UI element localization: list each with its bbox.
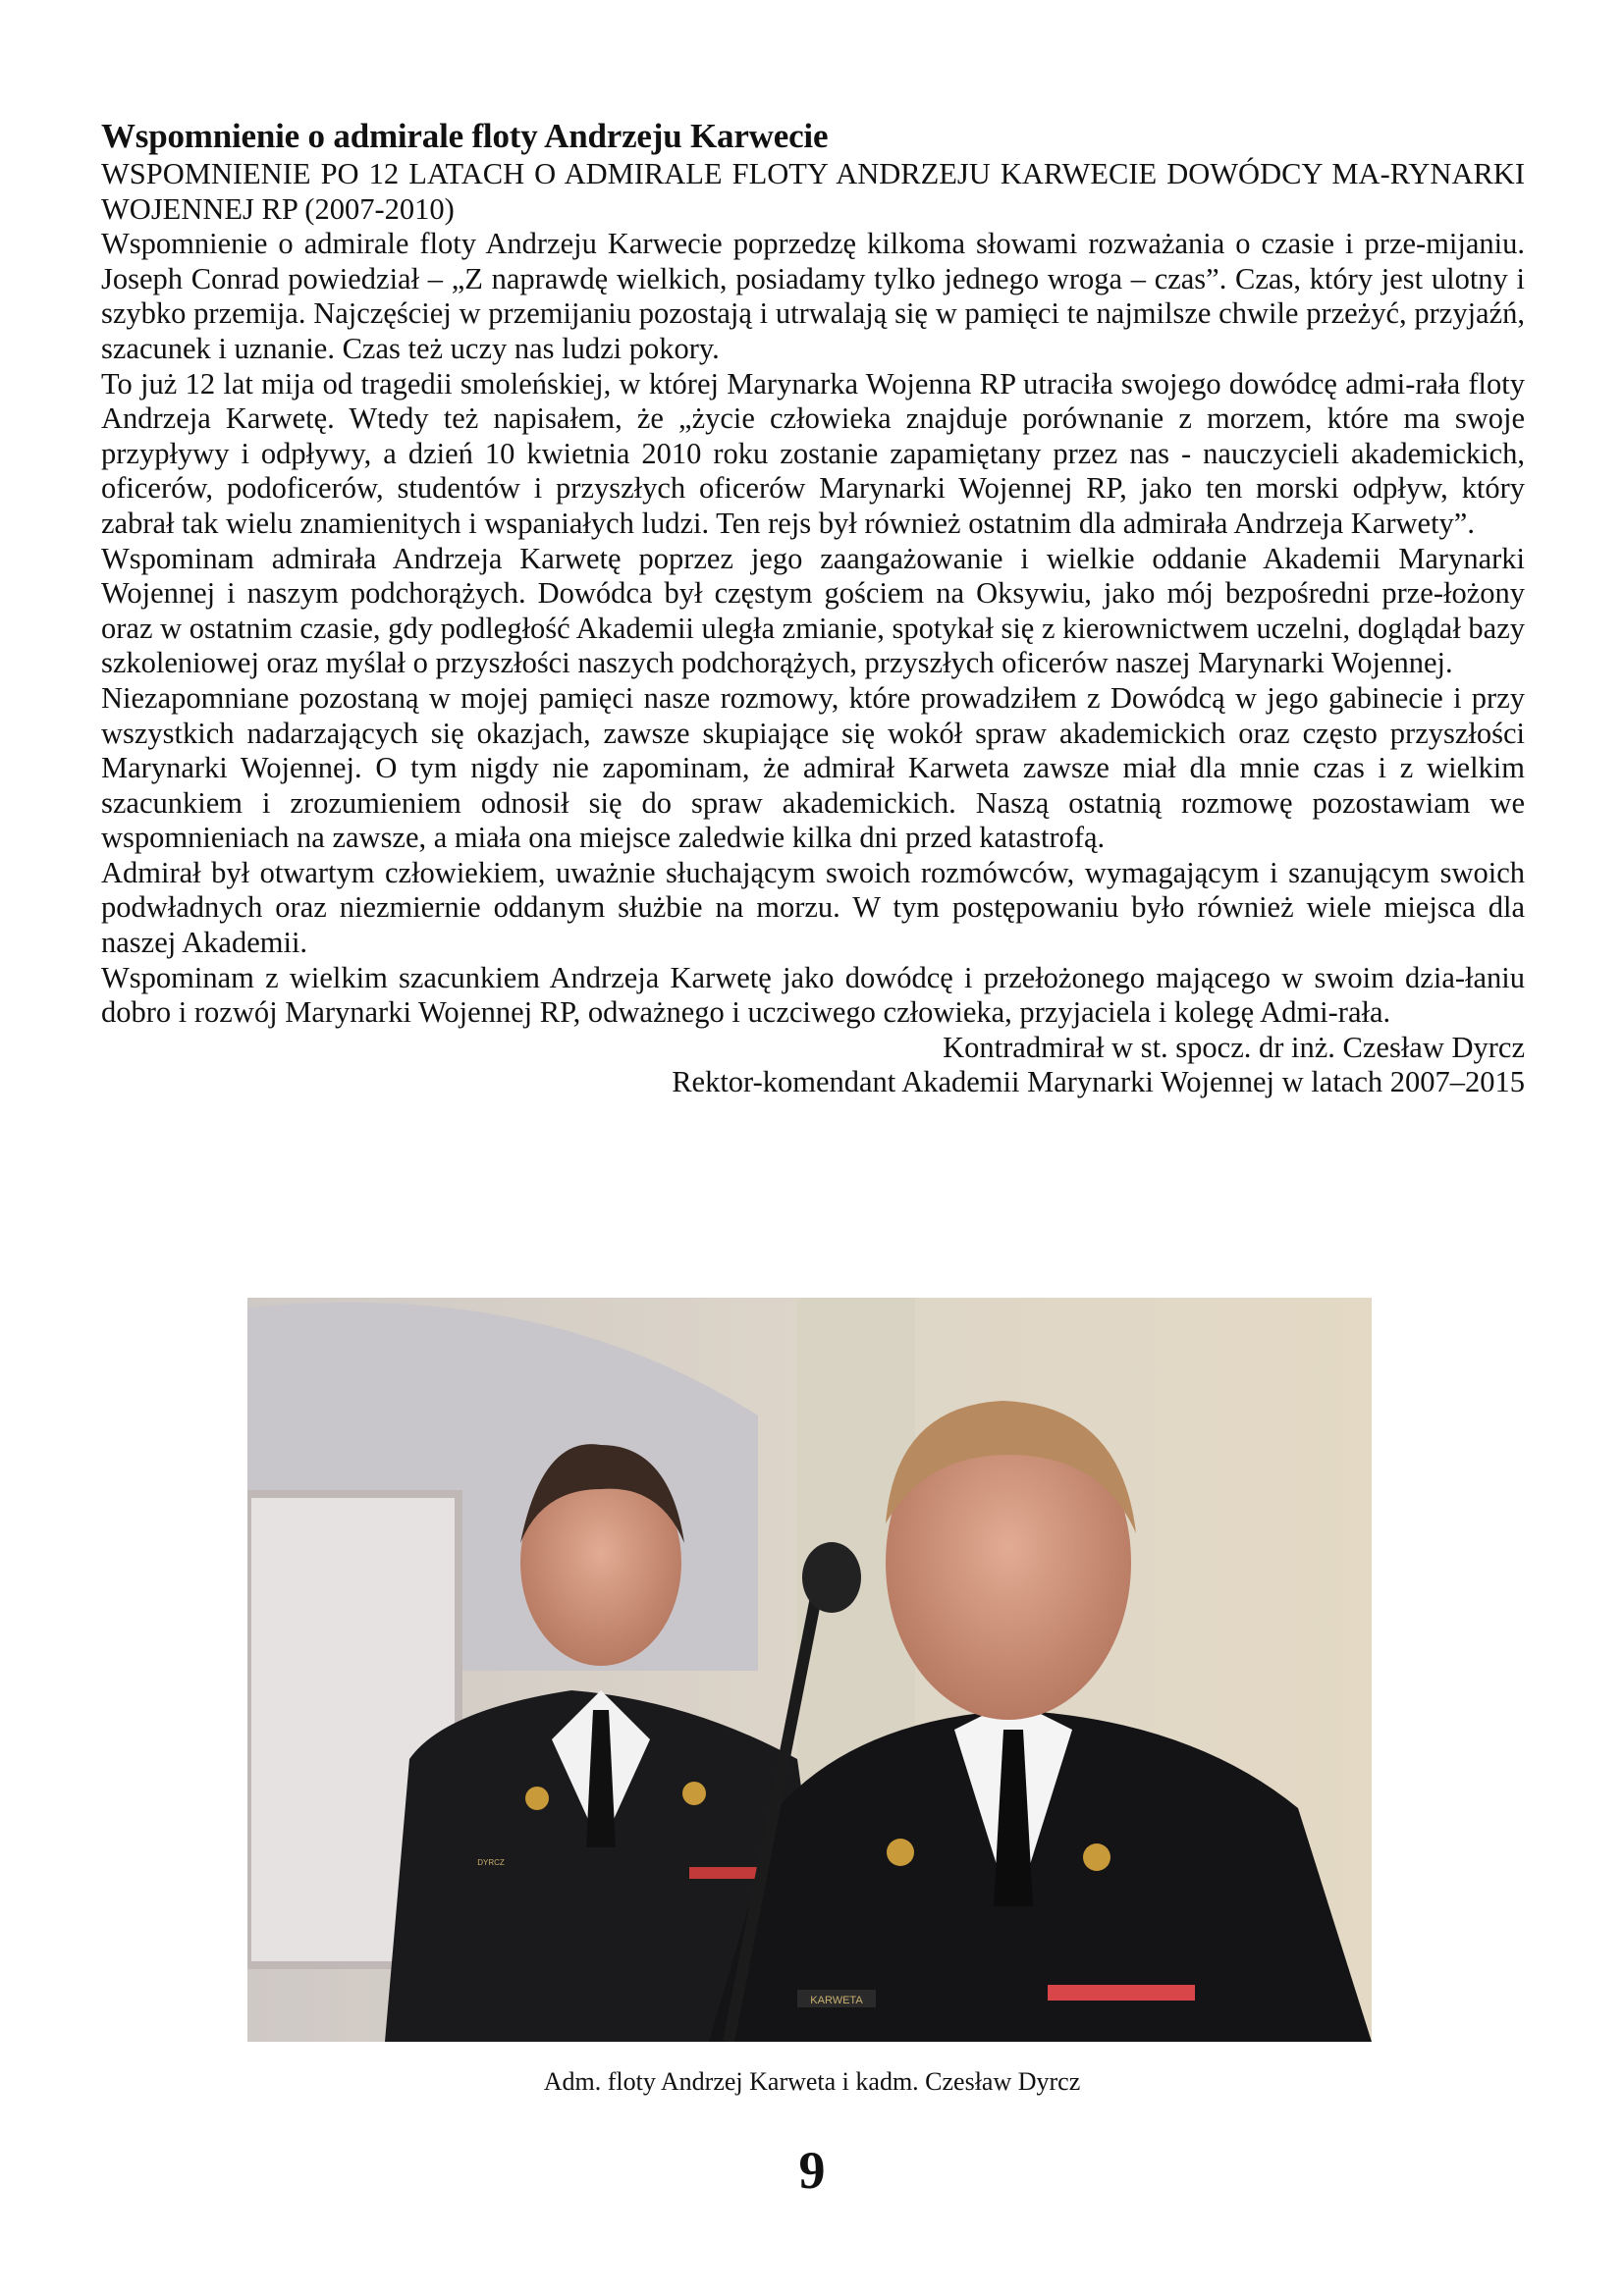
signature-name: Kontradmirał w st. spocz. dr inż. Czesław Dyrcz bbox=[943, 1030, 1525, 1064]
page-number: 9 bbox=[798, 2141, 826, 2200]
photo-illustration bbox=[247, 1298, 1372, 2042]
article-subtitle: WSPOMNIENIE PO 12 LATACH O ADMIRALE FLOTY ANDRZEJU KARWECIE DOWÓDCY MA-RYNARKI WOJENNEJ RP (2007-2010) bbox=[101, 157, 1525, 226]
ribbon-bar bbox=[1048, 1985, 1195, 2001]
article bbox=[101, 116, 1525, 1100]
name-badge: KARWETA bbox=[810, 1995, 863, 2006]
name-badge-left: DYRCZ bbox=[477, 1858, 505, 1867]
paragraph: Wspominam z wielkim szacunkiem Andrzeja Karwetę jako dowódcę i przełożonego mającego w swoim dzia-łaniu dobro i rozwój Marynarki Wojennej RP, odważnego i uczciwego człowieka, przyjaciela i kolegę Admi-rała. bbox=[101, 960, 1525, 1030]
article-title: Wspomnienie o admirale floty Andrzeju Karwecie bbox=[101, 117, 829, 155]
paragraph: Niezapomniane pozostaną w mojej pamięci nasze rozmowy, które prowadziłem z Dowódcą w jego gabinecie i przy wszystkich nadarzających się okazjach, zawsze skupiające się wokół spraw akademickich oraz często przyszłości Marynarki Wojennej. O tym nigdy nie zapominam, że admirał Karweta zawsze miał dla mnie czas i z wielkim szacunkiem i zrozumieniem odnosił się do spraw akademickich. Naszą ostatnią rozmowę pozostawiam we wspomnieniach na zawsze, a miała ona miejsce zaledwie kilka dni przed katastrofą. bbox=[101, 680, 1525, 855]
photo-caption: Adm. floty Andrzej Karweta i kadm. Czesław Dyrcz bbox=[543, 2067, 1081, 2096]
paragraph: Wspominam admirała Andrzeja Karwetę poprzez jego zaangażowanie i wielkie oddanie Akademii Marynarki Wojennej i naszym podchorążych. Dowódca był częstym gościem na Oksywiu, jako mój bezpośredni prze-łożony oraz w ostatnim czasie, gdy podległość Akademii uległa zmianie, spotykał się z kierownictwem uczelni, doglądał bazy szkoleniowej oraz myślał o przyszłości naszych podchorążych, przyszłych oficerów naszej Marynarki Wojennej. bbox=[101, 541, 1525, 680]
paragraph: Admirał był otwartym człowiekiem, uważnie słuchającym swoich rozmówców, wymagającym i szanującym swoich podwładnych oraz niezmiernie oddanym służbie na morzu. W tym postępowaniu było również wiele miejsca dla naszej Akademii. bbox=[101, 855, 1525, 960]
photo-two-admirals bbox=[247, 1298, 1372, 2042]
microphone-head bbox=[802, 1542, 861, 1613]
paragraph: Wspomnienie o admirale floty Andrzeju Karwecie poprzedzę kilkoma słowami rozważania o czasie i prze-mijaniu. Joseph Conrad powiedział – „Z naprawdę wielkich, posiadamy tylko jednego wroga – czas”. Czas, który jest ulotny i szybko przemija. Najczęściej w przemijaniu pozostają i utrwalają się w pamięci te najmilsze chwile przeżyć, przyjaźń, szacunek i uznanie. Czas też uczy nas ludzi pokory. bbox=[101, 227, 1525, 365]
signature-title: Rektor-komendant Akademii Marynarki Wojennej w latach 2007–2015 bbox=[672, 1065, 1525, 1099]
paragraph: To już 12 lat mija od tragedii smoleńskiej, w której Marynarka Wojenna RP utraciła swojego dowódcę admi-rała floty Andrzeja Karwetę. Wtedy też napisałem, że „życie człowieka znajduje porównanie z morzem, które ma swoje przypływy i odpływy, a dzień 10 kwietnia 2010 roku zostanie zapamiętany przez nas - nauczycieli akademickich, oficerów, podoficerów, studentów i przyszłych oficerów Marynarki Wojennej RP, jako ten morski odpływ, który zabrał tak wielu znamienitych i wspaniałych ludzi. Ten rejs był również ostatnim dla admirała Andrzeja Karwety”. bbox=[101, 366, 1525, 540]
